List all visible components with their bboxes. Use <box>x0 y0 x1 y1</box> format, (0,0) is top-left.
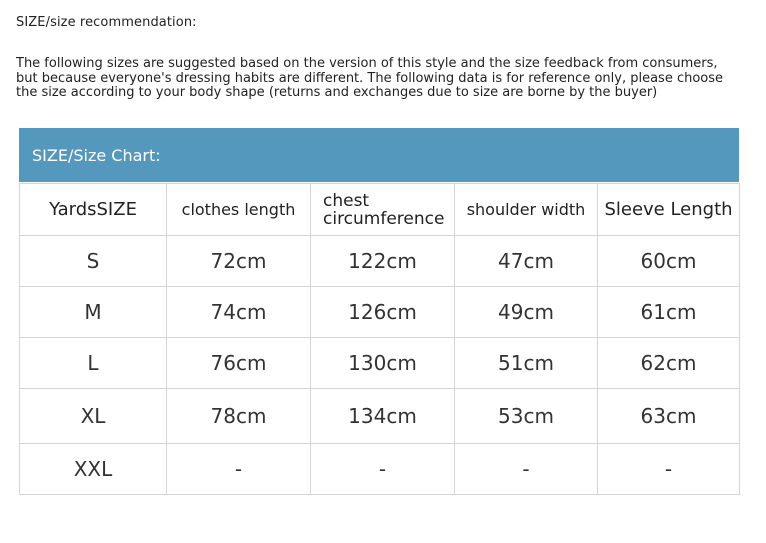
page-heading: SIZE/size recommendation: <box>16 15 197 30</box>
cell-clothes-length: 76cm <box>167 338 311 389</box>
cell-chest: 130cm <box>311 338 455 389</box>
header-sleeve-length: Sleeve Length <box>598 184 740 236</box>
table-row <box>20 287 740 338</box>
cell-chest: 134cm <box>311 389 455 444</box>
cell-shoulder: 51cm <box>455 338 598 389</box>
cell-clothes-length: 74cm <box>167 287 311 338</box>
cell-size: XL <box>20 389 167 444</box>
cell-sleeve: - <box>598 444 740 495</box>
cell-size: M <box>20 287 167 338</box>
cell-shoulder: 49cm <box>455 287 598 338</box>
cell-clothes-length: - <box>167 444 311 495</box>
cell-clothes-length: 72cm <box>167 236 311 287</box>
intro-paragraph <box>16 57 751 101</box>
table-row <box>20 444 740 495</box>
header-chest-line-2: circumference <box>323 208 445 229</box>
cell-chest: 122cm <box>311 236 455 287</box>
cell-shoulder: 53cm <box>455 389 598 444</box>
cell-shoulder: - <box>455 444 598 495</box>
cell-clothes-length: 78cm <box>167 389 311 444</box>
table-row <box>20 338 740 389</box>
cell-chest: - <box>311 444 455 495</box>
intro-line-3: the size according to your body shape (returns and exchanges due to size are borne by the buyer) <box>16 85 658 100</box>
cell-size: L <box>20 338 167 389</box>
size-table <box>19 183 740 495</box>
cell-sleeve: 60cm <box>598 236 740 287</box>
header-chest-circumference <box>311 184 455 236</box>
intro-line-2: but because everyone's dressing habits are different. The following data is for reference only, please choose <box>16 70 724 86</box>
header-clothes-length: clothes length <box>167 184 311 236</box>
cell-sleeve: 63cm <box>598 389 740 444</box>
intro-line-1: The following sizes are suggested based on the version of this style and the size feedback from consumers, <box>16 56 718 71</box>
cell-sleeve: 61cm <box>598 287 740 338</box>
cell-chest: 126cm <box>311 287 455 338</box>
header-chest-line-1: chest <box>323 190 370 211</box>
cell-size: XXL <box>20 444 167 495</box>
cell-shoulder: 47cm <box>455 236 598 287</box>
table-header-row <box>20 184 740 236</box>
size-chart <box>19 128 739 495</box>
size-chart-title: SIZE/Size Chart: <box>19 128 739 183</box>
header-size: YardsSIZE <box>20 184 167 236</box>
header-shoulder-width: shoulder width <box>455 184 598 236</box>
cell-sleeve: 62cm <box>598 338 740 389</box>
cell-size: S <box>20 236 167 287</box>
table-row <box>20 236 740 287</box>
table-row <box>20 389 740 444</box>
